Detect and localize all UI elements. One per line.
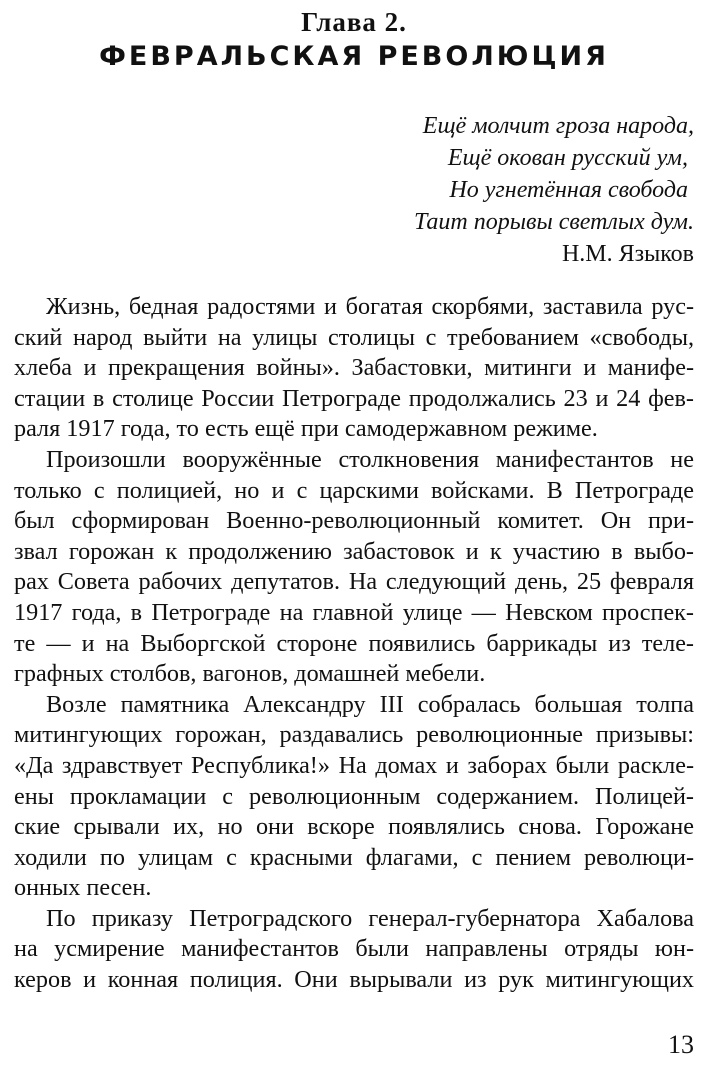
text-line: ский народ выйти на улицы столицы с требованием «свободы, bbox=[14, 323, 694, 351]
text-line: Возле памятника Александру III собралась большая толпа bbox=[46, 690, 694, 718]
text-line: звал горожан к продолжению забастовок и к участию в выбо- bbox=[14, 537, 694, 565]
text-line: митингующих горожан, раздавались революционные призывы: bbox=[14, 721, 694, 749]
text-line: «Да здравствует Республика!» На домах и заборах были раскле- bbox=[14, 751, 694, 779]
epigraph-line: Таит порывы светлых дум. bbox=[413, 209, 694, 235]
text-line: хлеба и прекращения войны». Забастовки, митинги и манифе- bbox=[14, 354, 694, 382]
text-line: графных столбов, вагонов, домашней мебели. bbox=[14, 660, 486, 688]
text-line: ские срывали их, но они вскоре появлялись снова. Горожане bbox=[14, 813, 694, 841]
epigraph bbox=[214, 110, 694, 270]
chapter-title: ФЕВРАЛЬСКАЯ РЕВОЛЮЦИЯ bbox=[99, 41, 609, 72]
text-line: Произошли вооружённые столкновения манифестантов не bbox=[46, 445, 694, 473]
text-line: раля 1917 года, то есть ещё при самодержавном режиме. bbox=[14, 415, 598, 443]
text-line: был сформирован Военно-революционный комитет. Он при- bbox=[14, 507, 694, 535]
text-line: только с полицией, но и с царскими войсками. В Петрограде bbox=[14, 476, 694, 504]
text-line: ходили по улицам с красными флагами, с пением революци- bbox=[14, 843, 694, 871]
epigraph-author: Н.М. Языков bbox=[561, 241, 694, 267]
text-line: ены прокламации с революционным содержанием. Полицей- bbox=[14, 782, 694, 810]
epigraph-line: Ещё окован русский ум, bbox=[447, 145, 688, 171]
text-line: онных песен. bbox=[14, 874, 152, 902]
epigraph-line: Ещё молчит гроза народа, bbox=[422, 113, 694, 139]
text-line: стации в столице России Петрограде продолжались 23 и 24 фев- bbox=[14, 384, 694, 412]
epigraph-line: Но угнетённая свобода bbox=[449, 177, 688, 203]
chapter-number: Глава 2. bbox=[301, 7, 407, 37]
text-line: Жизнь, бедная радостями и богатая скорбями, заставила рус- bbox=[46, 293, 694, 320]
page-number: 13 bbox=[668, 1030, 694, 1059]
text-line: те — и на Выборгской стороне появились баррикады из теле- bbox=[14, 629, 694, 657]
text-line: По приказу Петроградского генерал-губернатора Хабалова bbox=[46, 904, 694, 932]
text-line: керов и конная полиция. Они вырывали из рук митингующих bbox=[14, 966, 694, 994]
text-line: на усмирение манифестантов были направлены отряды юн- bbox=[14, 935, 694, 963]
text-line: 1917 года, в Петрограде на главной улице — Невском проспек- bbox=[14, 598, 694, 626]
body-text bbox=[14, 292, 694, 996]
text-line: рах Совета рабочих депутатов. На следующий день, 25 февраля bbox=[14, 568, 694, 596]
